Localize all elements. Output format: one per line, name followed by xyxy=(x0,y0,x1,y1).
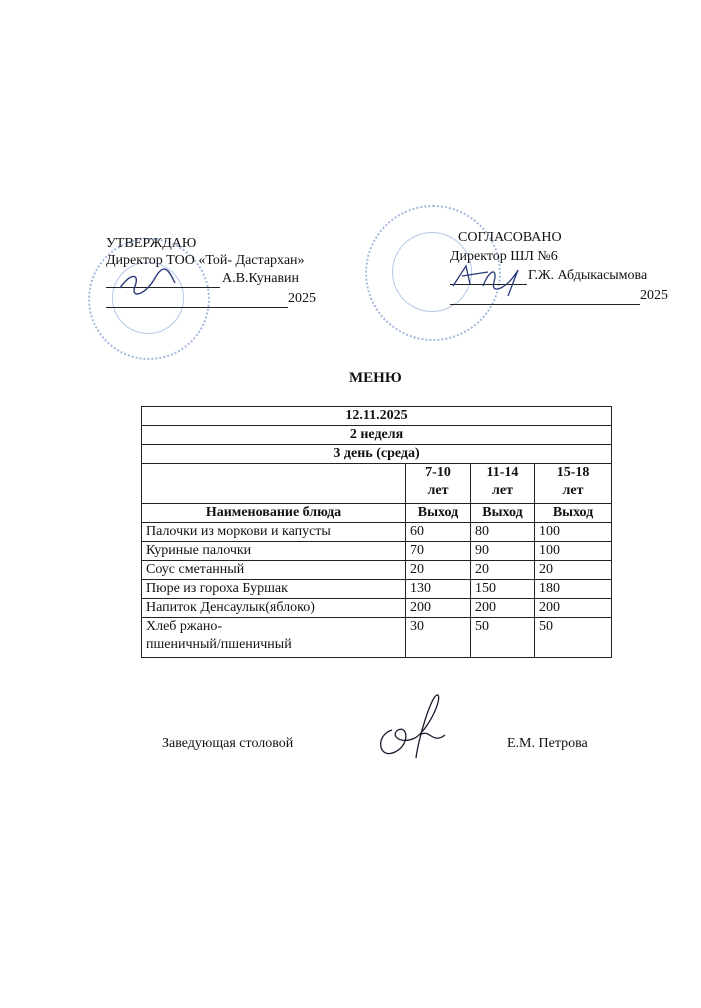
age-group-3 xyxy=(535,464,612,504)
portion-15-18: 100 xyxy=(535,542,612,561)
agree-year: 2025 xyxy=(640,288,668,303)
portion-11-14: 20 xyxy=(471,561,535,580)
dish-column-header: Наименование блюда xyxy=(142,504,406,523)
output-header-2: Выход xyxy=(471,504,535,523)
portion-11-14: 80 xyxy=(471,523,535,542)
date-row xyxy=(142,407,612,426)
portion-11-14: 200 xyxy=(471,599,535,618)
approve-date-line xyxy=(106,307,288,308)
portion-15-18: 100 xyxy=(535,523,612,542)
table-row xyxy=(142,542,612,561)
menu-table xyxy=(141,406,612,658)
age-group-1 xyxy=(406,464,471,504)
age-header-empty xyxy=(142,464,406,504)
portion-11-14: 90 xyxy=(471,542,535,561)
table-row xyxy=(142,618,612,658)
portion-11-14: 150 xyxy=(471,580,535,599)
portion-15-18: 20 xyxy=(535,561,612,580)
footer-name: Е.М. Петрова xyxy=(507,736,588,751)
dish-name: Куриные палочки xyxy=(142,542,406,561)
agree-date-line xyxy=(450,304,640,305)
table-row xyxy=(142,523,612,542)
agree-name: Г.Ж. Абдыкасымова xyxy=(528,268,648,283)
portion-7-10: 60 xyxy=(406,523,471,542)
footer-signature xyxy=(370,690,460,765)
portion-7-10: 20 xyxy=(406,561,471,580)
agree-signature xyxy=(448,258,528,298)
portion-7-10: 200 xyxy=(406,599,471,618)
day-row xyxy=(142,445,612,464)
menu-day: 3 день (среда) xyxy=(142,445,612,464)
column-header-row xyxy=(142,504,612,523)
dish-name: Соус сметанный xyxy=(142,561,406,580)
agree-position: Директор ШЛ №6 xyxy=(450,249,558,264)
age-group-2 xyxy=(471,464,535,504)
output-header-3: Выход xyxy=(535,504,612,523)
portion-15-18: 180 xyxy=(535,580,612,599)
dish-name xyxy=(142,618,406,658)
approve-signature xyxy=(115,268,185,298)
age-group-3-range: 15-18 xyxy=(556,465,590,480)
portion-15-18: 200 xyxy=(535,599,612,618)
age-group-2-range: 11-14 xyxy=(486,465,519,480)
dish-name: Палочки из моркови и капусты xyxy=(142,523,406,542)
menu-title: МЕНЮ xyxy=(349,370,402,386)
age-group-1-unit: лет xyxy=(427,483,449,498)
age-group-3-unit: лет xyxy=(562,483,584,498)
table-row xyxy=(142,599,612,618)
approve-year: 2025 xyxy=(288,291,316,306)
age-group-2-unit: лет xyxy=(492,483,513,498)
table-row xyxy=(142,561,612,580)
age-header-row xyxy=(142,464,612,504)
output-header-1: Выход xyxy=(406,504,471,523)
week-row xyxy=(142,426,612,445)
approve-position: Директор ТОО «Той- Дастархан» xyxy=(106,253,305,268)
footer-position: Заведующая столовой xyxy=(162,736,294,751)
table-row xyxy=(142,580,612,599)
agree-heading: СОГЛАСОВАНО xyxy=(458,230,562,245)
portion-11-14: 50 xyxy=(471,618,535,658)
dish-name-line-2: пшеничный/пшеничный xyxy=(146,637,292,652)
portion-15-18: 50 xyxy=(535,618,612,658)
portion-7-10: 70 xyxy=(406,542,471,561)
portion-7-10: 30 xyxy=(406,618,471,658)
approve-name: А.В.Кунавин xyxy=(222,271,300,286)
approve-heading: УТВЕРЖДАЮ xyxy=(106,236,197,251)
dish-name-line-1: Хлеб ржано- xyxy=(146,619,222,634)
dish-name: Напиток Денсаулык(яблоко) xyxy=(142,599,406,618)
portion-7-10: 130 xyxy=(406,580,471,599)
age-group-1-range: 7-10 xyxy=(425,465,451,480)
menu-date: 12.11.2025 xyxy=(142,407,612,426)
dish-name: Пюре из гороха Буршак xyxy=(142,580,406,599)
menu-week: 2 неделя xyxy=(142,426,612,445)
